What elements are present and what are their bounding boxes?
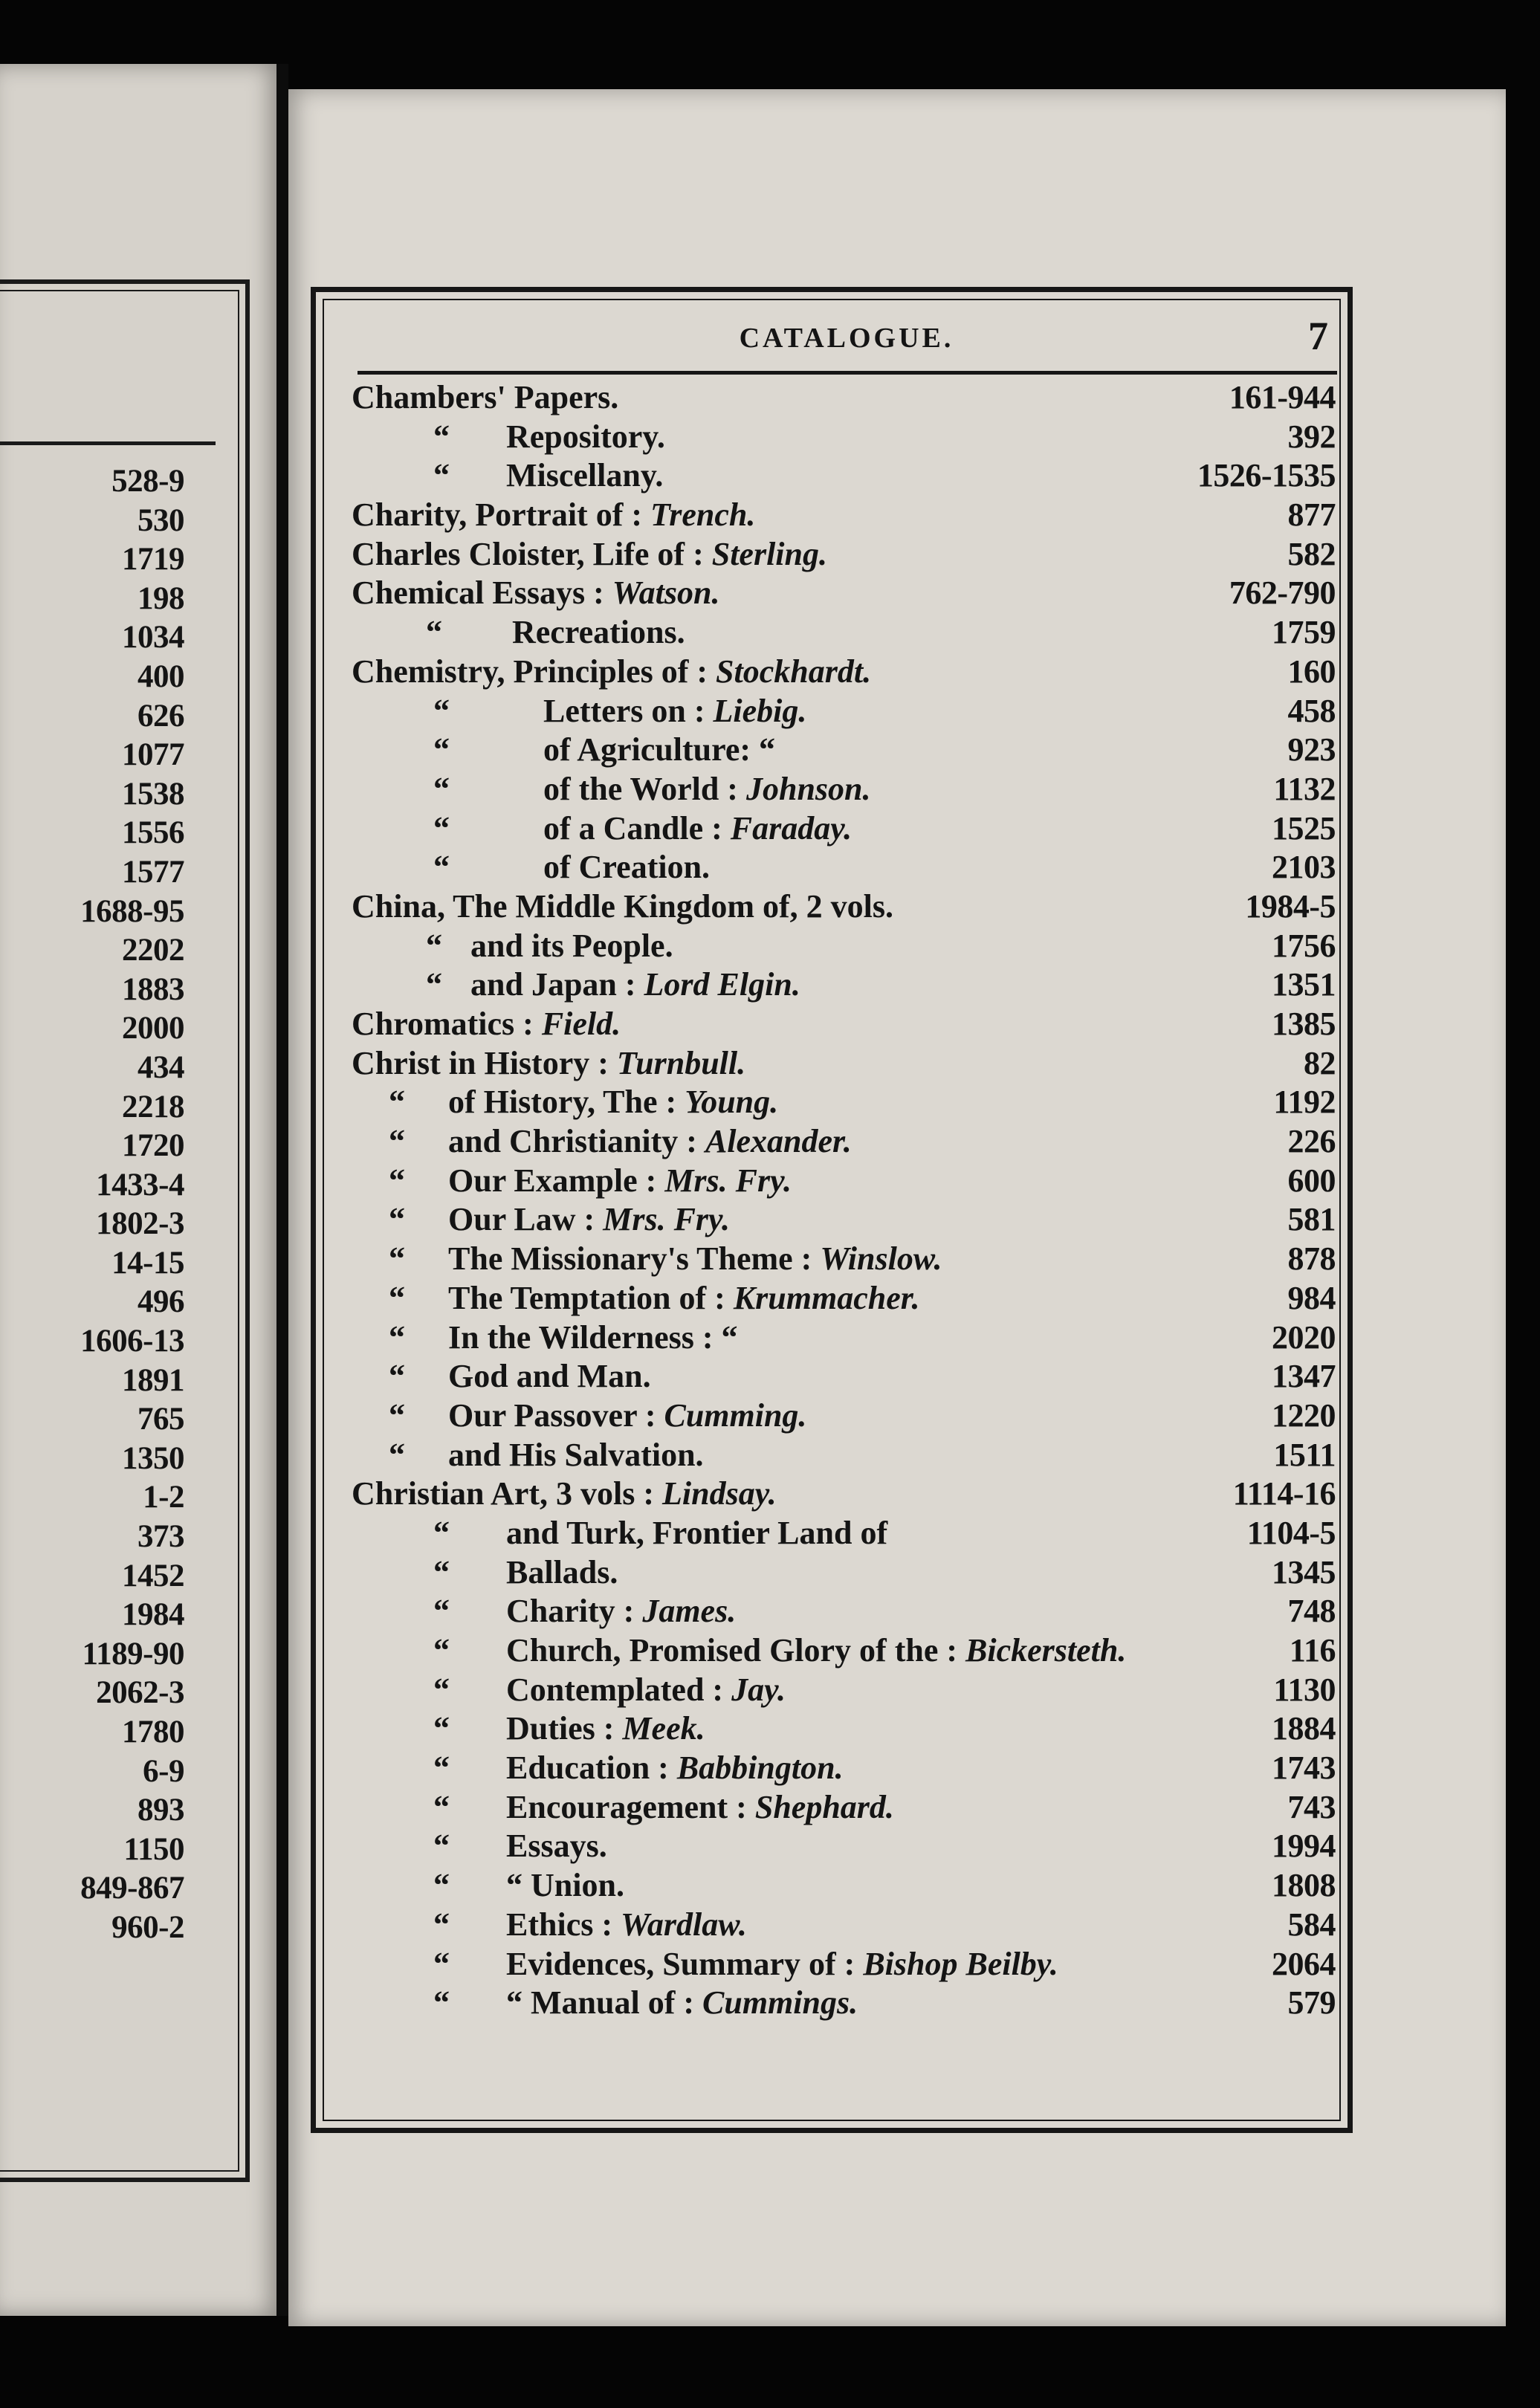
- previous-page-number: 1883: [122, 971, 184, 1007]
- entry-number: 458: [1287, 692, 1336, 729]
- entry-number: 2020: [1272, 1318, 1336, 1356]
- entry-author: Liebig.: [713, 692, 807, 729]
- ditto-mark: “: [433, 1945, 450, 1982]
- entry-author: Shephard.: [754, 1788, 894, 1825]
- catalogue-entry: [352, 1005, 1336, 1044]
- book-gutter: [276, 64, 288, 2316]
- entry-text: [543, 692, 806, 731]
- entry-title: Ballads.: [506, 1553, 618, 1590]
- catalogue-entry: [352, 965, 1336, 1005]
- entry-author: Field.: [541, 1006, 621, 1042]
- entry-number: 1743: [1272, 1750, 1336, 1787]
- catalogue-entry: [352, 1162, 1336, 1201]
- previous-page-number: 893: [138, 1793, 184, 1828]
- page-number: 7: [1308, 314, 1328, 358]
- catalogue-entry: [352, 731, 1336, 770]
- ditto-mark: “: [433, 1788, 450, 1825]
- ditto-mark: “: [389, 1240, 405, 1278]
- previous-page-number: 1719: [122, 542, 184, 577]
- entry-text: [448, 1396, 806, 1436]
- ditto-mark: “: [389, 1162, 405, 1199]
- catalogue-page: [288, 89, 1506, 2326]
- entry-text: [448, 1122, 852, 1162]
- catalogue-entry: [352, 1671, 1336, 1710]
- entry-author: Sterling.: [711, 535, 828, 572]
- entry-number: 1385: [1272, 1006, 1336, 1042]
- catalogue-entry: [352, 1827, 1336, 1866]
- entry-text: [543, 770, 871, 809]
- entry-number: 116: [1289, 1632, 1336, 1669]
- catalogue-entry: [352, 1279, 1336, 1318]
- previous-page-number: 528-9: [111, 464, 184, 499]
- catalogue-entry: [352, 418, 1336, 457]
- ditto-mark: “: [426, 927, 442, 964]
- catalogue-entry: [352, 1475, 1336, 1514]
- entry-title: Ethics :: [506, 1906, 612, 1943]
- entry-number: 1808: [1272, 1867, 1336, 1904]
- catalogue-entry: [352, 653, 1336, 692]
- entry-text: [352, 535, 827, 575]
- catalogue-entry: [352, 927, 1336, 966]
- entry-title: of Creation.: [543, 849, 711, 886]
- previous-page-number: 1077: [122, 737, 184, 773]
- entry-number: 743: [1287, 1788, 1336, 1825]
- ditto-mark: “: [433, 849, 450, 886]
- entry-text: [543, 731, 775, 770]
- previous-page-number: 1891: [122, 1362, 184, 1398]
- ditto-mark: “: [389, 1358, 405, 1395]
- entry-title: God and Man.: [448, 1358, 651, 1395]
- previous-page-number: 1606-13: [80, 1324, 184, 1359]
- ditto-mark: “: [433, 1828, 450, 1865]
- entry-number: 1984-5: [1245, 887, 1336, 925]
- entry-title: Our Example :: [448, 1162, 657, 1199]
- entry-author: Winslow.: [820, 1240, 942, 1278]
- entry-author: Mrs. Fry.: [603, 1201, 730, 1238]
- previous-page-number: 1688-95: [80, 893, 184, 929]
- catalogue-entry: [352, 1945, 1336, 1984]
- entry-title: Chromatics :: [352, 1006, 534, 1042]
- entry-title: Christian Art, 3 vols :: [352, 1475, 654, 1512]
- previous-page-number: 434: [138, 1049, 184, 1085]
- entry-number: 748: [1287, 1593, 1336, 1630]
- entry-title: Christ in History :: [352, 1044, 609, 1081]
- catalogue-entry: [352, 692, 1336, 731]
- entry-number: 923: [1287, 731, 1336, 768]
- entry-title: Our Passover :: [448, 1396, 656, 1434]
- catalogue-entry: [352, 1200, 1336, 1240]
- catalogue-entry: [352, 1709, 1336, 1749]
- ditto-mark: “: [433, 692, 450, 729]
- previous-page-fragment: [0, 64, 281, 2316]
- previous-page-number-column: [0, 462, 184, 1948]
- catalogue-entry: [352, 1318, 1336, 1358]
- previous-page-border: [0, 279, 250, 2182]
- entry-number: 878: [1287, 1240, 1336, 1278]
- entry-number: 1192: [1273, 1084, 1336, 1121]
- entry-number: 1351: [1272, 966, 1336, 1003]
- entry-author: Babbington.: [676, 1750, 844, 1787]
- ditto-mark: “: [433, 1867, 450, 1904]
- entry-title: Our Law :: [448, 1201, 595, 1238]
- previous-page-number: 1350: [122, 1440, 184, 1476]
- entry-title: “ Manual of :: [506, 1984, 694, 2022]
- entry-title: of the World :: [543, 770, 738, 807]
- entry-text: [448, 1200, 730, 1240]
- entry-number: 226: [1287, 1123, 1336, 1160]
- ditto-mark: “: [433, 809, 450, 847]
- catalogue-entry: [352, 535, 1336, 575]
- ditto-mark: “: [433, 770, 450, 807]
- entry-author: Wardlaw.: [621, 1906, 747, 1943]
- previous-page-number: 1556: [122, 815, 184, 851]
- entry-title: Chemical Essays :: [352, 575, 604, 612]
- ditto-mark: “: [433, 1632, 450, 1669]
- ditto-mark: “: [389, 1279, 405, 1316]
- ditto-mark: “: [433, 1984, 450, 2022]
- entry-text: [506, 1827, 607, 1866]
- entry-number: 1525: [1272, 809, 1336, 847]
- catalogue-entry: [352, 1906, 1336, 1945]
- catalogue-entry: [352, 1592, 1336, 1631]
- page-border: [311, 287, 1353, 2133]
- entry-title: of Agriculture: “: [543, 731, 776, 768]
- catalogue-entry: [352, 1631, 1336, 1671]
- entry-number: 1345: [1272, 1553, 1336, 1590]
- previous-page-number: 1984: [122, 1597, 184, 1633]
- entry-number: 600: [1287, 1162, 1336, 1199]
- entry-title: Charles Cloister, Life of :: [352, 535, 704, 572]
- entry-number: 1130: [1273, 1671, 1336, 1708]
- catalogue-entry: [352, 613, 1336, 653]
- entry-text: [448, 1083, 778, 1122]
- entry-author: Cummings.: [702, 1984, 858, 2022]
- entry-author: Mrs. Fry.: [664, 1162, 792, 1199]
- catalogue-entry: [352, 456, 1336, 496]
- catalogue-entry: [352, 1749, 1336, 1788]
- entry-title: Evidences, Summary of :: [506, 1945, 855, 1982]
- entry-title: Recreations.: [512, 614, 685, 651]
- entry-title: and its People.: [470, 927, 673, 964]
- ditto-mark: “: [426, 966, 442, 1003]
- entry-number: 1114-16: [1232, 1475, 1336, 1512]
- entry-text: [506, 1906, 747, 1945]
- header-rule: [358, 371, 1337, 375]
- entry-number: 984: [1287, 1279, 1336, 1316]
- previous-page-number: 849-867: [80, 1871, 184, 1906]
- entry-title: and His Salvation.: [448, 1436, 704, 1473]
- previous-page-number: 400: [138, 658, 184, 694]
- entry-author: Jay.: [731, 1671, 786, 1708]
- previous-page-number: 2062-3: [96, 1675, 184, 1711]
- entry-text: [543, 809, 852, 849]
- previous-page-header-rule: [0, 441, 216, 445]
- entry-text: [506, 1631, 1126, 1671]
- entry-number: 1994: [1272, 1828, 1336, 1865]
- entry-title: Charity, Portrait of :: [352, 496, 642, 534]
- entry-text: [506, 1945, 1058, 1984]
- ditto-mark: “: [389, 1318, 405, 1356]
- previous-page-number: 6-9: [143, 1753, 184, 1789]
- catalogue-entry: [352, 1984, 1336, 2023]
- entry-text: [506, 1788, 894, 1828]
- entry-text: [352, 496, 755, 535]
- entry-title: Letters on :: [543, 692, 705, 729]
- entry-title: of History, The :: [448, 1084, 677, 1121]
- entry-title: Miscellany.: [506, 457, 664, 494]
- catalogue-entry: [352, 1240, 1336, 1279]
- previous-page-number: 2202: [122, 933, 184, 968]
- entry-number: 160: [1287, 653, 1336, 690]
- entry-text: [506, 418, 665, 457]
- previous-page-number: 626: [138, 698, 184, 734]
- entry-number: 2103: [1272, 849, 1336, 886]
- entry-text: [506, 1514, 887, 1553]
- entry-text: [448, 1240, 942, 1279]
- entry-author: Meek.: [622, 1710, 705, 1747]
- catalogue-entry: [352, 574, 1336, 613]
- catalogue-entry: [352, 378, 1336, 418]
- previous-page-number: 1034: [122, 620, 184, 656]
- entry-title: Encouragement :: [506, 1788, 747, 1825]
- entry-number: 1884: [1272, 1710, 1336, 1747]
- catalogue-entry: [352, 1514, 1336, 1553]
- entry-author: Alexander.: [705, 1123, 852, 1160]
- entry-title: and Japan :: [470, 966, 636, 1003]
- catalogue-entry: [352, 848, 1336, 887]
- previous-page-number: 1-2: [143, 1480, 184, 1515]
- catalogue-entry: [352, 1044, 1336, 1084]
- entry-text: [352, 378, 618, 418]
- previous-page-number: 530: [138, 502, 184, 538]
- entry-text: [470, 965, 800, 1005]
- catalogue-entry: [352, 1866, 1336, 1906]
- ditto-mark: “: [389, 1201, 405, 1238]
- ditto-mark: “: [389, 1396, 405, 1434]
- previous-page-number: 1538: [122, 776, 184, 812]
- ditto-mark: “: [433, 1750, 450, 1787]
- ditto-mark: “: [433, 1514, 450, 1551]
- entry-title: Essays.: [506, 1828, 607, 1865]
- entry-number: 581: [1287, 1201, 1336, 1238]
- entry-title: China, The Middle Kingdom of, 2 vols.: [352, 887, 893, 925]
- entry-number: 1220: [1272, 1396, 1336, 1434]
- entry-text: [352, 887, 893, 927]
- entry-text: [352, 1005, 621, 1044]
- entry-title: Chambers' Papers.: [352, 379, 619, 415]
- entry-number: 1104-5: [1246, 1514, 1336, 1551]
- entry-number: 579: [1287, 1984, 1336, 2022]
- entry-author: Young.: [685, 1084, 779, 1121]
- entry-author: Lindsay.: [662, 1475, 777, 1512]
- entry-title: “ Union.: [506, 1867, 624, 1904]
- catalogue-entry: [352, 1083, 1336, 1122]
- previous-page-number: 960-2: [111, 1909, 184, 1945]
- entry-number: 1756: [1272, 927, 1336, 964]
- entry-title: Education :: [506, 1750, 669, 1787]
- previous-page-number: 2218: [122, 1089, 184, 1124]
- entry-author: Lord Elgin.: [644, 966, 800, 1003]
- entry-number: 1759: [1272, 614, 1336, 651]
- entry-text: [352, 1475, 777, 1514]
- catalogue-entry: [352, 1788, 1336, 1828]
- previous-page-number: 496: [138, 1284, 184, 1320]
- ditto-mark: “: [433, 731, 450, 768]
- entry-author: Trench.: [650, 496, 756, 534]
- catalogue-entry: [352, 809, 1336, 849]
- entry-number: 582: [1287, 535, 1336, 572]
- ditto-mark: “: [426, 614, 442, 651]
- entry-text: [506, 1671, 786, 1710]
- entry-text: [448, 1436, 704, 1475]
- catalogue-entry: [352, 1553, 1336, 1593]
- entry-text: [512, 613, 685, 653]
- entry-author: Krummacher.: [733, 1279, 920, 1316]
- entry-number: 82: [1304, 1044, 1336, 1081]
- previous-page-number: 198: [138, 580, 184, 616]
- entry-number: 1511: [1273, 1436, 1336, 1473]
- entry-author: Watson.: [612, 575, 720, 612]
- entry-title: Chemistry, Principles of :: [352, 653, 708, 690]
- entry-author: Stockhardt.: [716, 653, 872, 690]
- previous-page-number: 1150: [123, 1831, 184, 1867]
- entry-author: Bishop Beilby.: [863, 1945, 1058, 1982]
- previous-page-number: 1433-4: [96, 1167, 184, 1203]
- entry-title: Contemplated :: [506, 1671, 724, 1708]
- catalogue-entry: [352, 887, 1336, 927]
- entry-text: [506, 1553, 618, 1593]
- ditto-mark: “: [433, 418, 450, 455]
- entry-title: Church, Promised Glory of the :: [506, 1632, 957, 1669]
- ditto-mark: “: [433, 1710, 450, 1747]
- entry-number: 762-790: [1229, 575, 1336, 612]
- entry-text: [448, 1357, 651, 1396]
- catalogue-entries: [352, 378, 1336, 2023]
- catalogue-entry: [352, 496, 1336, 535]
- entry-author: Johnson.: [745, 770, 871, 807]
- entry-text: [448, 1318, 738, 1358]
- entry-title: Repository.: [506, 418, 665, 455]
- entry-author: Bickersteth.: [965, 1632, 1127, 1669]
- entry-number: 1132: [1273, 770, 1336, 807]
- entry-number: 161-944: [1229, 379, 1336, 415]
- entry-number: 2064: [1272, 1945, 1336, 1982]
- entry-number: 1526-1535: [1197, 457, 1336, 494]
- entry-title: The Temptation of :: [448, 1279, 725, 1316]
- entry-text: [506, 1709, 705, 1749]
- page-header: [355, 314, 1339, 362]
- catalogue-entry: [352, 1122, 1336, 1162]
- entry-text: [506, 1592, 736, 1631]
- previous-page-number: 765: [138, 1402, 184, 1437]
- entry-text: [506, 1984, 858, 2023]
- entry-title: of a Candle :: [543, 809, 722, 847]
- entry-author: James.: [642, 1593, 737, 1630]
- ditto-mark: “: [389, 1436, 405, 1473]
- catalogue-entry: [352, 770, 1336, 809]
- entry-author: Turnbull.: [616, 1044, 746, 1081]
- catalogue-entry: [352, 1436, 1336, 1475]
- ditto-mark: “: [433, 1671, 450, 1708]
- ditto-mark: “: [389, 1123, 405, 1160]
- previous-page-number: 2000: [122, 1011, 184, 1046]
- entry-author: Faraday.: [730, 809, 852, 847]
- previous-page-number: 1780: [122, 1715, 184, 1750]
- previous-page-number: 14-15: [111, 1245, 184, 1281]
- entry-text: [506, 456, 663, 496]
- entry-text: [543, 848, 710, 887]
- entry-text: [470, 927, 673, 966]
- entry-title: and Turk, Frontier Land of: [506, 1514, 888, 1551]
- entry-text: [448, 1279, 919, 1318]
- ditto-mark: “: [433, 1593, 450, 1630]
- entry-number: 392: [1287, 418, 1336, 455]
- entry-text: [506, 1749, 844, 1788]
- entry-number: 584: [1287, 1906, 1336, 1943]
- ditto-mark: “: [433, 457, 450, 494]
- previous-page-number: 1720: [122, 1128, 184, 1164]
- entry-title: Duties :: [506, 1710, 615, 1747]
- entry-title: and Christianity :: [448, 1123, 697, 1160]
- entry-text: [352, 653, 871, 692]
- entry-author: Cumming.: [664, 1396, 807, 1434]
- entry-text: [506, 1866, 624, 1906]
- entry-title: In the Wilderness : “: [448, 1318, 738, 1356]
- entry-title: The Missionary's Theme :: [448, 1240, 812, 1278]
- catalogue-entry: [352, 1396, 1336, 1436]
- ditto-mark: “: [389, 1084, 405, 1121]
- entry-number: 1347: [1272, 1358, 1336, 1395]
- entry-title: Charity :: [506, 1593, 635, 1630]
- previous-page-number: 373: [138, 1519, 184, 1555]
- ditto-mark: “: [433, 1906, 450, 1943]
- previous-page-number: 1452: [122, 1558, 184, 1593]
- ditto-mark: “: [433, 1553, 450, 1590]
- entry-text: [352, 1044, 745, 1084]
- entry-text: [352, 574, 719, 613]
- catalogue-entry: [352, 1357, 1336, 1396]
- previous-page-number: 1189-90: [82, 1636, 184, 1671]
- entry-text: [448, 1162, 792, 1201]
- previous-page-number: 1577: [122, 854, 184, 890]
- page-title: CATALOGUE.: [739, 323, 954, 354]
- previous-page-number: 1802-3: [96, 1206, 184, 1242]
- entry-number: 877: [1287, 496, 1336, 534]
